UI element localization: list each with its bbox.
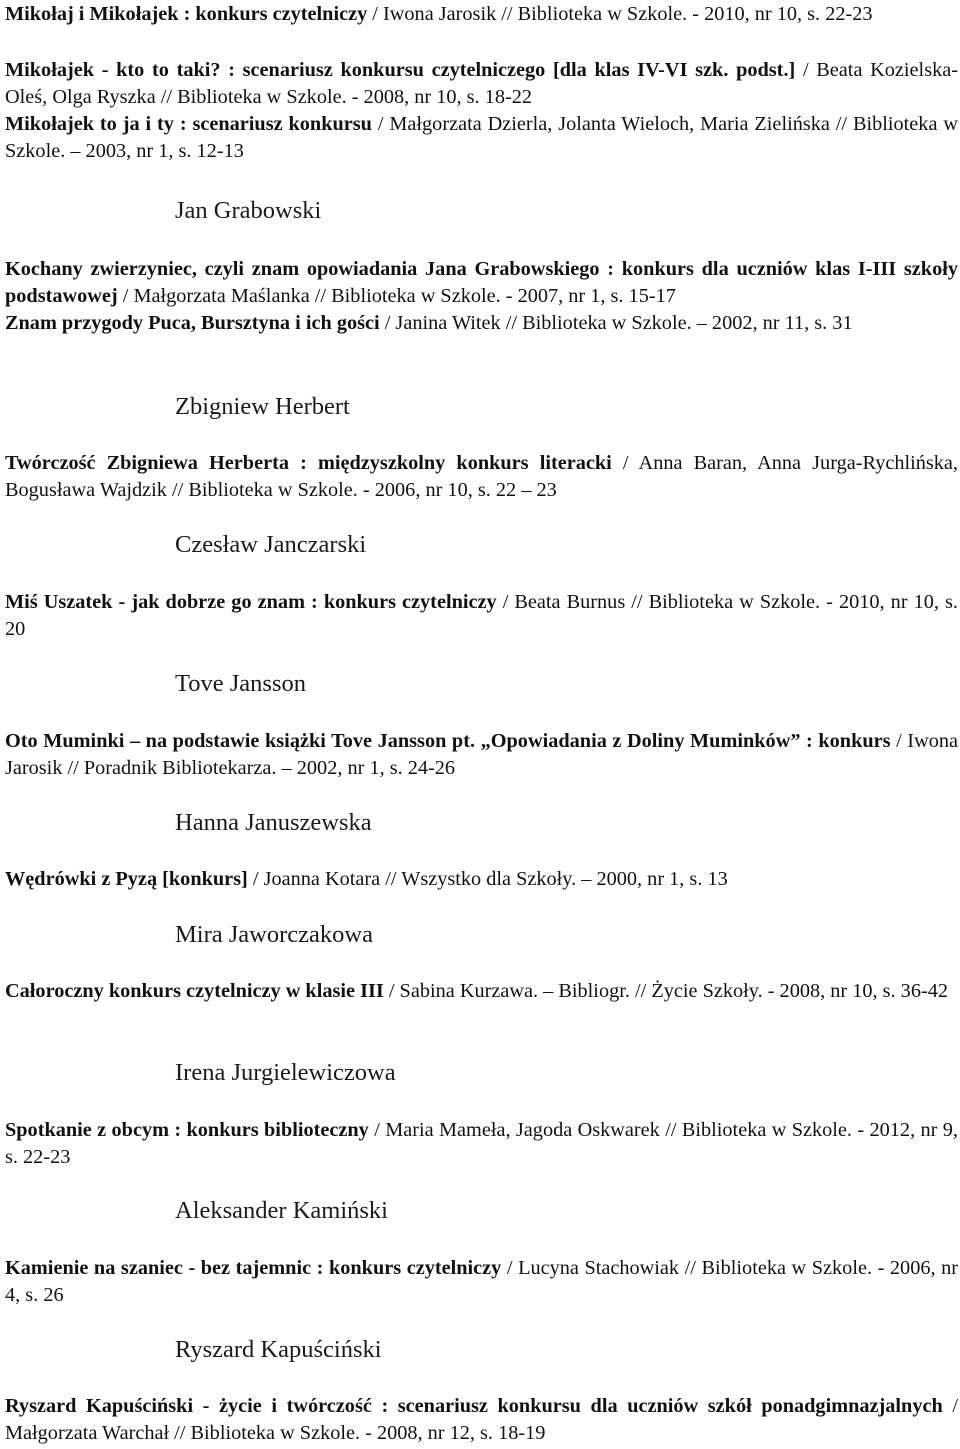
entry-details: / Małgorzata Maślanka // Biblioteka w Szkole. - 2007, nr 1, s. 15-17 <box>117 284 676 307</box>
entry-title: Całoroczny konkurs czytelniczy w klasie III <box>5 980 384 1002</box>
bibliography-entry <box>5 978 958 1005</box>
entry-details: / Janina Witek // Biblioteka w Szkole. – 2002, nr 11, s. 31 <box>379 312 853 334</box>
author-heading: Jan Grabowski <box>175 197 322 224</box>
entry-title: Oto Muminki – na podstawie książki Tove Jansson pt. „Opowiadania z Doliny Muminków” : konkurs <box>5 730 891 752</box>
author-heading: Czesław Janczarski <box>175 531 367 558</box>
bibliography-entry <box>5 728 958 781</box>
bibliography-entry <box>5 866 958 893</box>
bibliography-entry <box>5 1117 958 1170</box>
bibliography-entry <box>5 1393 958 1446</box>
entry-title: Znam przygody Puca, Bursztyna i ich gości <box>5 312 380 334</box>
entry-title: Ryszard Kapuściński - życie i twórczość : scenariusz konkursu dla uczniów szkół ponadgimnazjalnych <box>5 1395 943 1417</box>
entry-details: / Beata Kozielska-Oleś, Olga Ryszka // Biblioteka w Szkole. - 2008, nr 10, s. 18-22 <box>5 59 958 108</box>
entry-details: / Iwona Jarosik // Poradnik Bibliotekarza. – 2002, nr 1, s. 24-26 <box>5 730 958 779</box>
entry-details: / Lucyna Stachowiak // Biblioteka w Szkole. - 2006, nr 4, s. 26 <box>5 1257 959 1306</box>
entry-title: Mikołajek to ja i ty : scenariusz konkursu <box>5 113 372 135</box>
bibliography-entry <box>5 111 958 164</box>
entry-details: / Joanna Kotara // Wszystko dla Szkoły. – 2000, nr 1, s. 13 <box>247 868 728 890</box>
bibliography-entry <box>5 57 958 110</box>
bibliography-entry <box>5 1 958 28</box>
bibliography-entry <box>5 1255 958 1308</box>
author-heading: Hanna Januszewska <box>175 809 372 836</box>
entry-title: Kochany zwierzyniec, czyli znam opowiadania Jana Grabowskiego : konkurs dla uczniów klas I-III szkoły podstawowej <box>5 258 958 307</box>
bibliography-entry <box>5 589 958 642</box>
entry-title: Mikołaj i Mikołajek : konkurs czytelniczy <box>5 3 368 25</box>
entry-title: Twórczość Zbigniewa Herberta : międzyszkolny konkurs literacki <box>5 452 612 474</box>
entry-details: / Małgorzata Warchał // Biblioteka w Szkole. - 2008, nr 12, s. 18-19 <box>5 1395 958 1444</box>
entry-title: Miś Uszatek - jak dobrze go znam : konkurs czytelniczy <box>5 591 497 613</box>
author-heading: Irena Jurgielewiczowa <box>175 1059 396 1086</box>
entry-title: Kamienie na szaniec - bez tajemnic : konkurs czytelniczy <box>5 1257 502 1279</box>
author-heading: Zbigniew Herbert <box>175 393 350 420</box>
bibliography-entry <box>5 256 958 309</box>
entry-title: Wędrówki z Pyzą [konkurs] <box>5 868 248 890</box>
entry-details: / Małgorzata Dzierla, Jolanta Wieloch, Maria Zielińska // Biblioteka w Szkole. – 2003, nr 1, s. 12-13 <box>5 113 958 162</box>
entry-details: / Iwona Jarosik // Biblioteka w Szkole. - 2010, nr 10, s. 22-23 <box>367 3 873 25</box>
entry-details: / Maria Mameła, Jagoda Oskwarek // Biblioteka w Szkole. - 2012, nr 9, s. 22-23 <box>5 1119 958 1168</box>
bibliography-entry <box>5 450 958 503</box>
entry-title: Spotkanie z obcym : konkurs biblioteczny <box>5 1119 369 1141</box>
entry-details: / Sabina Kurzawa. – Bibliogr. // Życie Szkoły. - 2008, nr 10, s. 36-42 <box>383 980 949 1002</box>
author-heading: Tove Jansson <box>175 670 306 697</box>
author-heading: Aleksander Kamiński <box>175 1197 388 1224</box>
author-heading: Ryszard Kapuściński <box>175 1336 382 1363</box>
author-heading: Mira Jaworczakowa <box>175 921 373 948</box>
entry-title: Mikołajek - kto to taki? : scenariusz konkursu czytelniczego [dla klas IV-VI szk. podst.] <box>5 59 796 81</box>
entry-details: / Beata Burnus // Biblioteka w Szkole. - 2010, nr 10, s. 20 <box>5 591 959 640</box>
bibliography-entry <box>5 310 958 337</box>
entry-details: / Anna Baran, Anna Jurga-Rychlińska, Bogusława Wajdzik // Biblioteka w Szkole. - 2006, nr 10, s. 22 – 23 <box>5 452 958 501</box>
